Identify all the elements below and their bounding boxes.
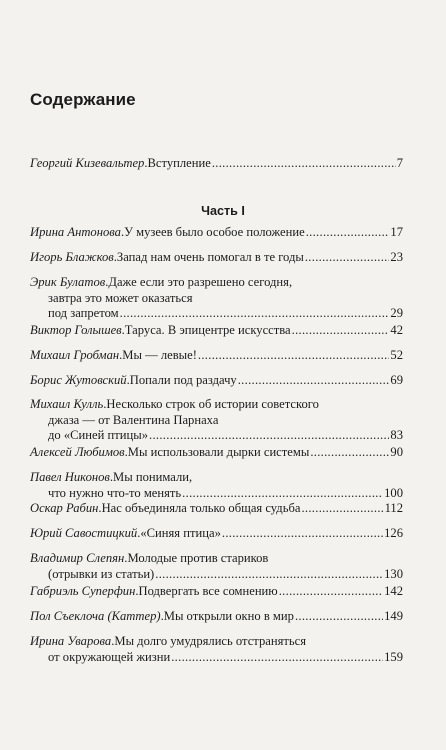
toc-entry-title: до «Синей птицы» xyxy=(48,428,148,442)
toc-entry-line: Михаил Кулль . Несколько строк об истории советского xyxy=(30,397,319,411)
toc-entry xyxy=(30,397,403,444)
toc-entry-title: Мы долго умудрялись отстраняться xyxy=(114,634,306,648)
toc-entry xyxy=(30,373,403,389)
toc-entry-line: Борис Жутовский . Попали под раздачу ..... 69 xyxy=(30,373,403,389)
toc-entry-author: Игорь Блажков xyxy=(30,250,114,264)
toc-entry-page: 42 xyxy=(390,323,403,337)
toc-entry-title: завтра это может оказаться xyxy=(48,290,193,305)
toc-entry xyxy=(30,526,403,542)
toc-entry xyxy=(30,445,403,461)
toc-entry-page: 159 xyxy=(384,649,403,664)
toc-leader-dots xyxy=(295,609,383,625)
page-title: Содержание xyxy=(30,90,136,109)
toc-leader-dots xyxy=(212,156,396,172)
toc-entry-title: Нас объединяла только общая судьба xyxy=(101,501,301,515)
toc-leader-dots xyxy=(310,445,389,461)
toc-entry-author: Виктор Голышев xyxy=(30,323,122,337)
toc-entry-author: Эрик Булатов xyxy=(30,275,106,289)
toc-entry-author: Пол Съеклоча (Каттер) xyxy=(30,609,161,623)
toc-entry-author: Георгий Кизевальтер xyxy=(30,156,145,170)
toc-entry xyxy=(30,584,403,600)
toc-entry-page: 130 xyxy=(384,566,403,581)
toc-entry-page: 90 xyxy=(390,445,403,459)
toc-entry-line: Эрик Булатов . Даже если это разрешено сегодня, xyxy=(30,275,293,289)
toc-entry-title: что нужно что-то менять xyxy=(48,485,182,500)
toc-entry-line: Алексей Любимов . Мы использовали дырки системы ..... 90 xyxy=(30,445,403,461)
toc-leader-dots xyxy=(305,250,390,266)
toc-entry xyxy=(30,609,403,625)
toc-entry-line xyxy=(30,306,403,322)
toc-entry-page: 69 xyxy=(390,373,403,387)
toc-entry xyxy=(30,225,403,241)
toc-entry xyxy=(30,275,403,322)
toc-entry-line xyxy=(30,291,403,307)
toc-entry-line xyxy=(30,486,403,502)
toc-entry-title: Мы понимали, xyxy=(113,470,193,484)
toc-entry-page: 7 xyxy=(396,156,403,170)
toc-entry xyxy=(30,250,403,266)
toc-entry-author: Павел Никонов xyxy=(30,470,110,484)
toc-entry-line: Георгий Кизевальтер . Вступление ..... 7 xyxy=(30,156,403,172)
toc-entry xyxy=(30,501,403,517)
toc-entry-author: Алексей Любимов xyxy=(30,445,125,459)
toc-leader-dots xyxy=(292,323,390,339)
toc-entry-title: Запад нам очень помогал в те годы xyxy=(116,250,304,264)
toc-entry-title: Таруса. В эпицентре искусства xyxy=(124,323,291,337)
toc-leader-dots xyxy=(182,486,383,502)
toc-leader-dots xyxy=(238,373,390,389)
toc-entry-page: 100 xyxy=(384,485,403,500)
toc-entry-page: 83 xyxy=(390,428,403,442)
toc-entry-title: (отрывки из статьи) xyxy=(48,566,155,581)
toc-leader-dots xyxy=(171,650,383,666)
toc-entry-title: джаза — от Валентина Парнаха xyxy=(48,412,219,427)
toc-entry-page: 29 xyxy=(390,306,403,320)
toc-leader-dots xyxy=(198,348,390,364)
toc-entry-page: 52 xyxy=(390,348,403,362)
toc-entry-author: Борис Жутовский xyxy=(30,373,127,387)
toc-entry-author: Ирина Уварова xyxy=(30,634,112,648)
toc-entry xyxy=(30,470,403,501)
toc-entry xyxy=(30,634,403,665)
toc-entry-page: 112 xyxy=(384,501,403,515)
toc-entry-line xyxy=(30,567,403,583)
toc-entry-line: Игорь Блажков . Запад нам очень помогал в те годы ..... 23 xyxy=(30,250,403,266)
toc-entry-author: Габриэль Суперфин xyxy=(30,584,136,598)
toc-entry-title: Мы открыли окно в мир xyxy=(163,609,294,623)
toc-entry-line: Ирина Уварова . Мы долго умудрялись отстраняться xyxy=(30,634,306,648)
part-title: Часть I xyxy=(201,204,245,218)
toc-entry-line: Виктор Голышев . Таруса. В эпицентре искусства ..... 42 xyxy=(30,323,403,339)
toc-entry-line: Ирина Антонова . У музеев было особое положение ..... 17 xyxy=(30,225,403,241)
toc-leader-dots xyxy=(120,306,390,322)
toc-entry-line: Юрий Савостицкий . «Синяя птица» ..... 126 xyxy=(30,526,403,542)
toc-entry-author: Владимир Слепян xyxy=(30,551,125,565)
toc-entry-title: Несколько строк об истории советского xyxy=(106,397,319,411)
toc-entry-line: Павел Никонов . Мы понимали, xyxy=(30,470,193,484)
toc-entry-author: Юрий Савостицкий xyxy=(30,526,138,540)
toc-entry-title: «Синяя птица» xyxy=(140,526,221,540)
toc-entry xyxy=(30,156,403,172)
toc-entry-author: Михаил Гробман xyxy=(30,348,120,362)
toc-leader-dots xyxy=(149,428,389,444)
toc-leader-dots xyxy=(279,584,383,600)
toc-entry-author: Оскар Рабин xyxy=(30,501,99,515)
toc-entry-page: 149 xyxy=(384,609,403,623)
toc-entry-title: Подвергать все сомнению xyxy=(138,584,278,598)
toc-entry xyxy=(30,323,403,339)
toc-entry-line: Михаил Гробман . Мы — левые! ..... 52 xyxy=(30,348,403,364)
toc-entry-author: Михаил Кулль xyxy=(30,397,104,411)
toc-leader-dots xyxy=(301,501,383,517)
toc-entry-line xyxy=(30,650,403,666)
toc-leader-dots xyxy=(306,225,390,241)
toc-entry-title: Мы — левые! xyxy=(122,348,197,362)
toc-entry-page: 17 xyxy=(390,225,403,239)
toc-entry-title: У музеев было особое положение xyxy=(124,225,305,239)
toc-entry-line xyxy=(30,428,403,444)
toc-entry-page: 23 xyxy=(390,250,403,264)
toc-entry-author: Ирина Антонова xyxy=(30,225,121,239)
toc-entry-line: Оскар Рабин . Нас объединяла только общая судьба ..... 112 xyxy=(30,501,403,517)
toc-entry-line: Пол Съеклоча (Каттер) . Мы открыли окно в мир ..... 149 xyxy=(30,609,403,625)
toc-leader-dots xyxy=(155,567,383,583)
toc-entry-title: Попали под раздачу xyxy=(129,373,237,387)
toc-entry-title: Мы использовали дырки системы xyxy=(127,445,310,459)
toc-entry-page: 126 xyxy=(384,526,403,540)
toc-entry-title: Молодые против стариков xyxy=(127,551,269,565)
toc-entry-title: под запретом xyxy=(48,306,119,320)
toc-entry-title: от окружающей жизни xyxy=(48,649,171,664)
toc-entry-page: 142 xyxy=(384,584,403,598)
toc-entry xyxy=(30,551,403,582)
toc-entry xyxy=(30,348,403,364)
toc-leader-dots xyxy=(222,526,383,542)
toc-entry-title: Даже если это разрешено сегодня, xyxy=(108,275,293,289)
toc-entry-title: Вступление xyxy=(147,156,211,170)
toc-entry-line xyxy=(30,413,403,429)
toc-entry-line: Владимир Слепян . Молодые против стариков xyxy=(30,551,269,565)
toc-entry-line: Габриэль Суперфин . Подвергать все сомнению ..... 142 xyxy=(30,584,403,600)
